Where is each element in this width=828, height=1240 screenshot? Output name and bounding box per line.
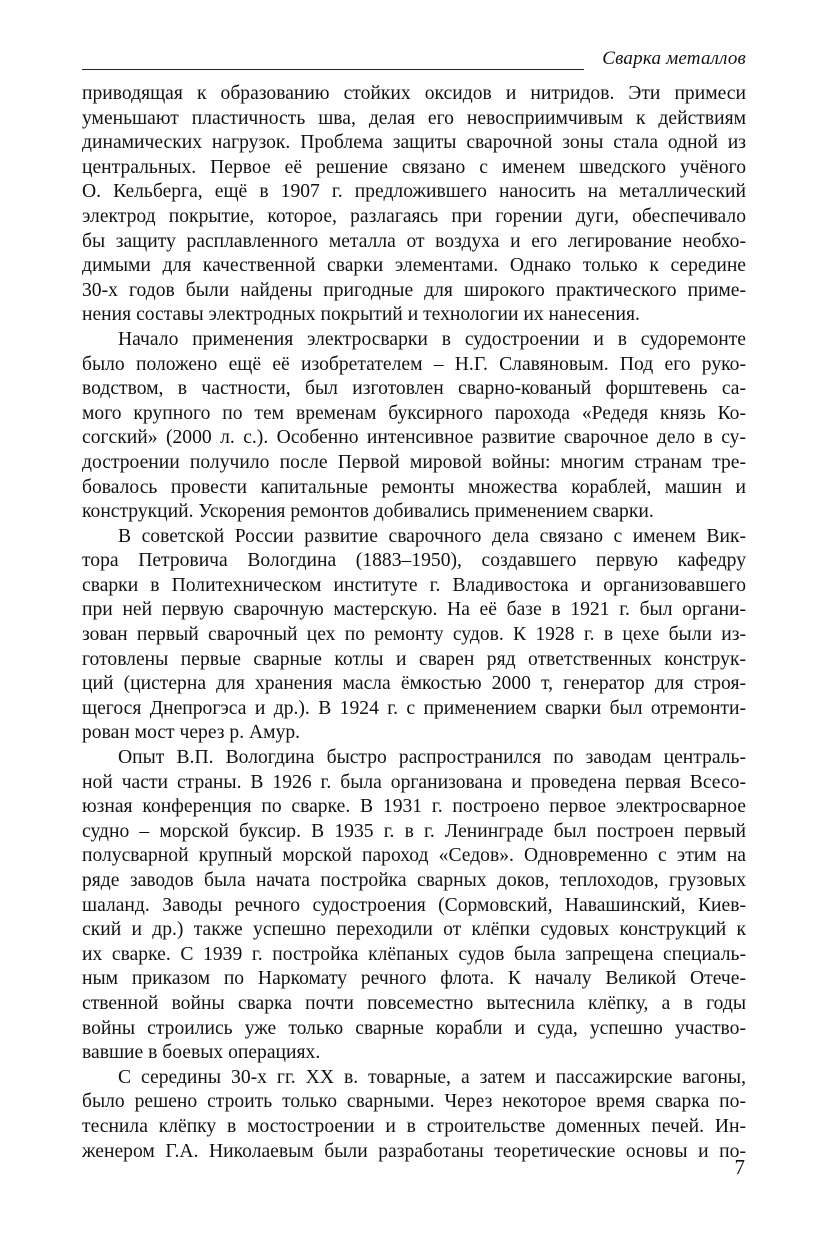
text-line: уменьшают пластичность шва, делая его невосприимчивым к действиям: [82, 107, 746, 129]
text-line: димыми для качественной сварки элементами. Однако только к середине: [82, 255, 746, 277]
text-line: при ней первую сварочную мастерскую. На её базе в 1921 г. был органи-: [82, 599, 746, 621]
text-line: Начало применения электросварки в судостроении и в судоремонте: [118, 328, 746, 350]
paragraph-1: [82, 82, 746, 328]
header-title: Сварка металлов: [602, 48, 746, 69]
text-line: С середины 30-х гг. XX в. товарные, а затем и пассажирские вагоны,: [118, 1066, 746, 1088]
text-line: тора Петровича Вологдина (1883–1950), создавшего первую кафедру: [82, 550, 746, 572]
text-line: было решено строить только сварными. Через некоторое время сварка по-: [82, 1091, 746, 1113]
text-line: ций (цистерна для хранения масла ёмкостью 2000 т, генератор для строя-: [82, 673, 746, 695]
text-line: 30-х годов были найдены пригодные для широкого практического приме-: [82, 279, 746, 301]
text-line: шаланд. Заводы речного судостроения (Сормовский, Навашинский, Киев-: [82, 894, 746, 916]
text-line: В советской России развитие сварочного дела связано с именем Вик-: [118, 525, 746, 547]
text-line: бовалось провести капитальные ремонты множества кораблей, машин и: [82, 476, 746, 498]
text-line: женером Г.А. Николаевым были разработаны теоретические основы и по-: [82, 1140, 746, 1162]
text-line: нения составы электродных покрытий и технологии их нанесения.: [82, 304, 640, 326]
text-line: ский и др.) также успешно переходили от клёпки судовых конструкций к: [82, 919, 746, 941]
text-line: ряде заводов была начата постройка сварных доков, теплоходов, грузовых: [82, 870, 746, 891]
paragraph-5: [82, 1066, 746, 1164]
text-line: было положено ещё её изобретателем – Н.Г. Славяновым. Под его руко-: [82, 353, 746, 375]
text-line: зован первый сварочный цех по ремонту судов. К 1928 г. в цехе были из-: [82, 624, 746, 646]
text-line: вавшие в боевых операциях.: [82, 1042, 321, 1064]
header-rule: [82, 69, 584, 70]
text-line: конструкций. Ускорения ремонтов добивались применением сварки.: [82, 501, 654, 523]
text-line: ным приказом по Наркомату речного флота. К началу Великой Отече-: [82, 968, 746, 990]
text-line: судно – морской буксир. В 1935 г. в г. Ленинграде был построен первый: [82, 820, 746, 842]
paragraph-4: [82, 746, 746, 1066]
text-line: ной части страны. В 1926 г. была организована и проведена первая Всесо-: [82, 771, 746, 793]
running-header: [82, 42, 746, 72]
text-line: их сварке. С 1939 г. постройка клёпаных судов была запрещена специаль-: [82, 943, 746, 965]
text-line: ственной войны сварка почти повсеместно вытеснила клёпку, а в годы: [82, 992, 746, 1014]
text-line: юзная конференция по сварке. В 1931 г. построено первое электросварное: [82, 796, 746, 818]
paragraph-3: [82, 525, 746, 746]
text-line: О. Кельберга, ещё в 1907 г. предложившего наносить на металлический: [82, 181, 746, 203]
text-line: достроении получило после Первой мировой войны: многим странам тре-: [82, 451, 746, 473]
text-line: согский» (2000 л. с.). Особенно интенсивное развитие сварочное дело в су-: [82, 427, 746, 449]
page-body: [82, 82, 746, 1164]
text-line: полусварной крупный морской пароход «Седов». Одновременно с этим на: [82, 845, 746, 867]
paragraph-2: [82, 328, 746, 525]
text-line: водством, в частности, был изготовлен сварно-кованый форштевень са-: [82, 378, 746, 400]
page-number: 7: [734, 1155, 745, 1179]
text-line: готовлены первые сварные котлы и сварен ряд ответственных конструк-: [82, 648, 746, 670]
text-line: мого крупного по тем временам буксирного парохода «Редедя князь Ко-: [82, 402, 746, 424]
text-line: электрод покрытие, которое, разлагаясь при горении дуги, обеспечивало: [82, 205, 746, 227]
text-line: приводящая к образованию стойких оксидов и нитридов. Эти примеси: [82, 83, 746, 104]
text-line: рован мост через р. Амур.: [82, 722, 301, 744]
text-line: центральных. Первое её решение связано с именем шведского учёного: [82, 156, 746, 178]
text-line: Опыт В.П. Вологдина быстро распространился по заводам централь-: [118, 747, 746, 769]
text-line: сварки в Политехническом институте г. Владивостока и организовавшего: [82, 574, 746, 596]
text-line: теснила клёпку в мостостроении и в строительстве доменных печей. Ин-: [82, 1115, 746, 1137]
text-line: войны строились уже только сварные корабли и суда, успешно участво-: [82, 1017, 746, 1039]
text-line: динамических нагрузок. Проблема защиты сварочной зоны стала одной из: [82, 132, 746, 154]
text-line: бы защиту расплавленного металла от воздуха и его легирование необхо-: [82, 230, 746, 252]
text-line: щегося Днепрогэса и др.). В 1924 г. с применением сварки был отремонти-: [82, 697, 746, 719]
